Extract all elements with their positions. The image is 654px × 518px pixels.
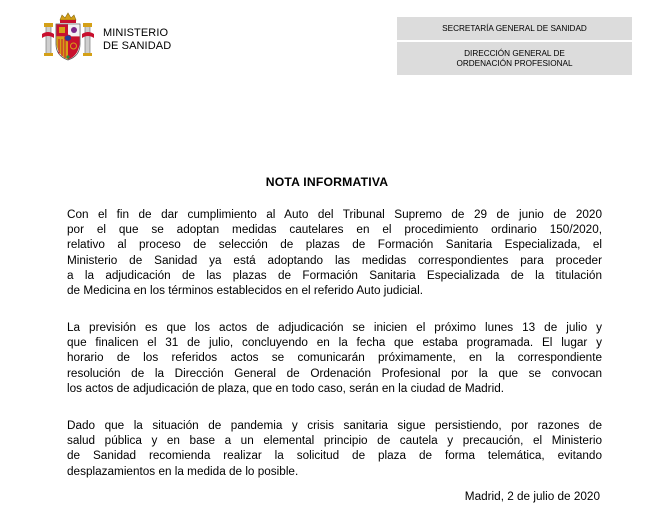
ministry-name-line1: MINISTERIO	[103, 27, 169, 39]
paragraph-2	[67, 320, 602, 396]
header-box-direccion-line2: ORDENACIÓN PROFESIONAL	[456, 59, 573, 68]
paragraph-line: resolución de la Dirección General de Ordenación Profesional por la que se convocan	[67, 366, 602, 380]
header-box-direccion-line1: DIRECCIÓN GENERAL DE	[464, 49, 565, 58]
ministry-name	[103, 27, 171, 53]
document-title: NOTA INFORMATIVA	[265, 175, 389, 189]
header-box-direccion	[397, 42, 632, 75]
paragraph-line: horario de los referidos actos se comunicarán próximamente, en la correspondiente	[67, 351, 602, 365]
ministry-name-line2: DE SANIDAD	[103, 40, 172, 52]
paragraph-line: de Sanidad recomienda realizar la solicitud de plaza de forma telemática, evitando	[67, 449, 602, 463]
paragraph-line: por el que se adoptan medidas cautelares en el procedimiento ordinario 150/2020,	[67, 223, 602, 237]
paragraph-line: de Medicina en los términos establecidos en el referido Auto judicial.	[67, 283, 423, 297]
paragraph-line: que finalicen el 31 de julio, concluyendo en la fecha que estaba programada. El lugar y	[67, 336, 602, 350]
header-box-secretaria	[397, 17, 632, 40]
header-box-secretaria-text: SECRETARÍA GENERAL DE SANIDAD	[442, 24, 587, 33]
paragraph-1	[67, 207, 602, 298]
paragraph-line: Ministerio de Sanidad ya está adoptando las medidas correspondientes para proceder	[67, 253, 602, 267]
paragraph-line: Dado que la situación de pandemia y crisis sanitaria sigue persistiendo, por razones de	[67, 419, 602, 432]
paragraph-line: salud pública y en base a un elemental principio de cautela y precaución, el Ministerio	[67, 434, 602, 448]
paragraph-3	[67, 418, 602, 479]
paragraph-line: Con el fin de dar cumplimiento al Auto del Tribunal Supremo de 29 de junio de 2020	[67, 208, 602, 221]
paragraph-line: desplazamientos en la medida de lo posible.	[67, 464, 299, 478]
paragraph-line: relativo al proceso de selección de plazas de Formación Sanitaria Especializada, el	[67, 238, 602, 252]
paragraph-line: a la adjudicación de las plazas de Formación Sanitaria Especializada de la titulación	[67, 268, 602, 282]
paragraph-line: La previsión es que los actos de adjudicación se inicien el próximo lunes 13 de julio y	[67, 321, 602, 334]
document-date: Madrid, 2 de julio de 2020	[464, 490, 600, 503]
spain-coat-of-arms-icon	[40, 12, 96, 62]
paragraph-line: los actos de adjudicación de plaza, que en todo caso, serán en la ciudad de Madrid.	[67, 381, 504, 395]
